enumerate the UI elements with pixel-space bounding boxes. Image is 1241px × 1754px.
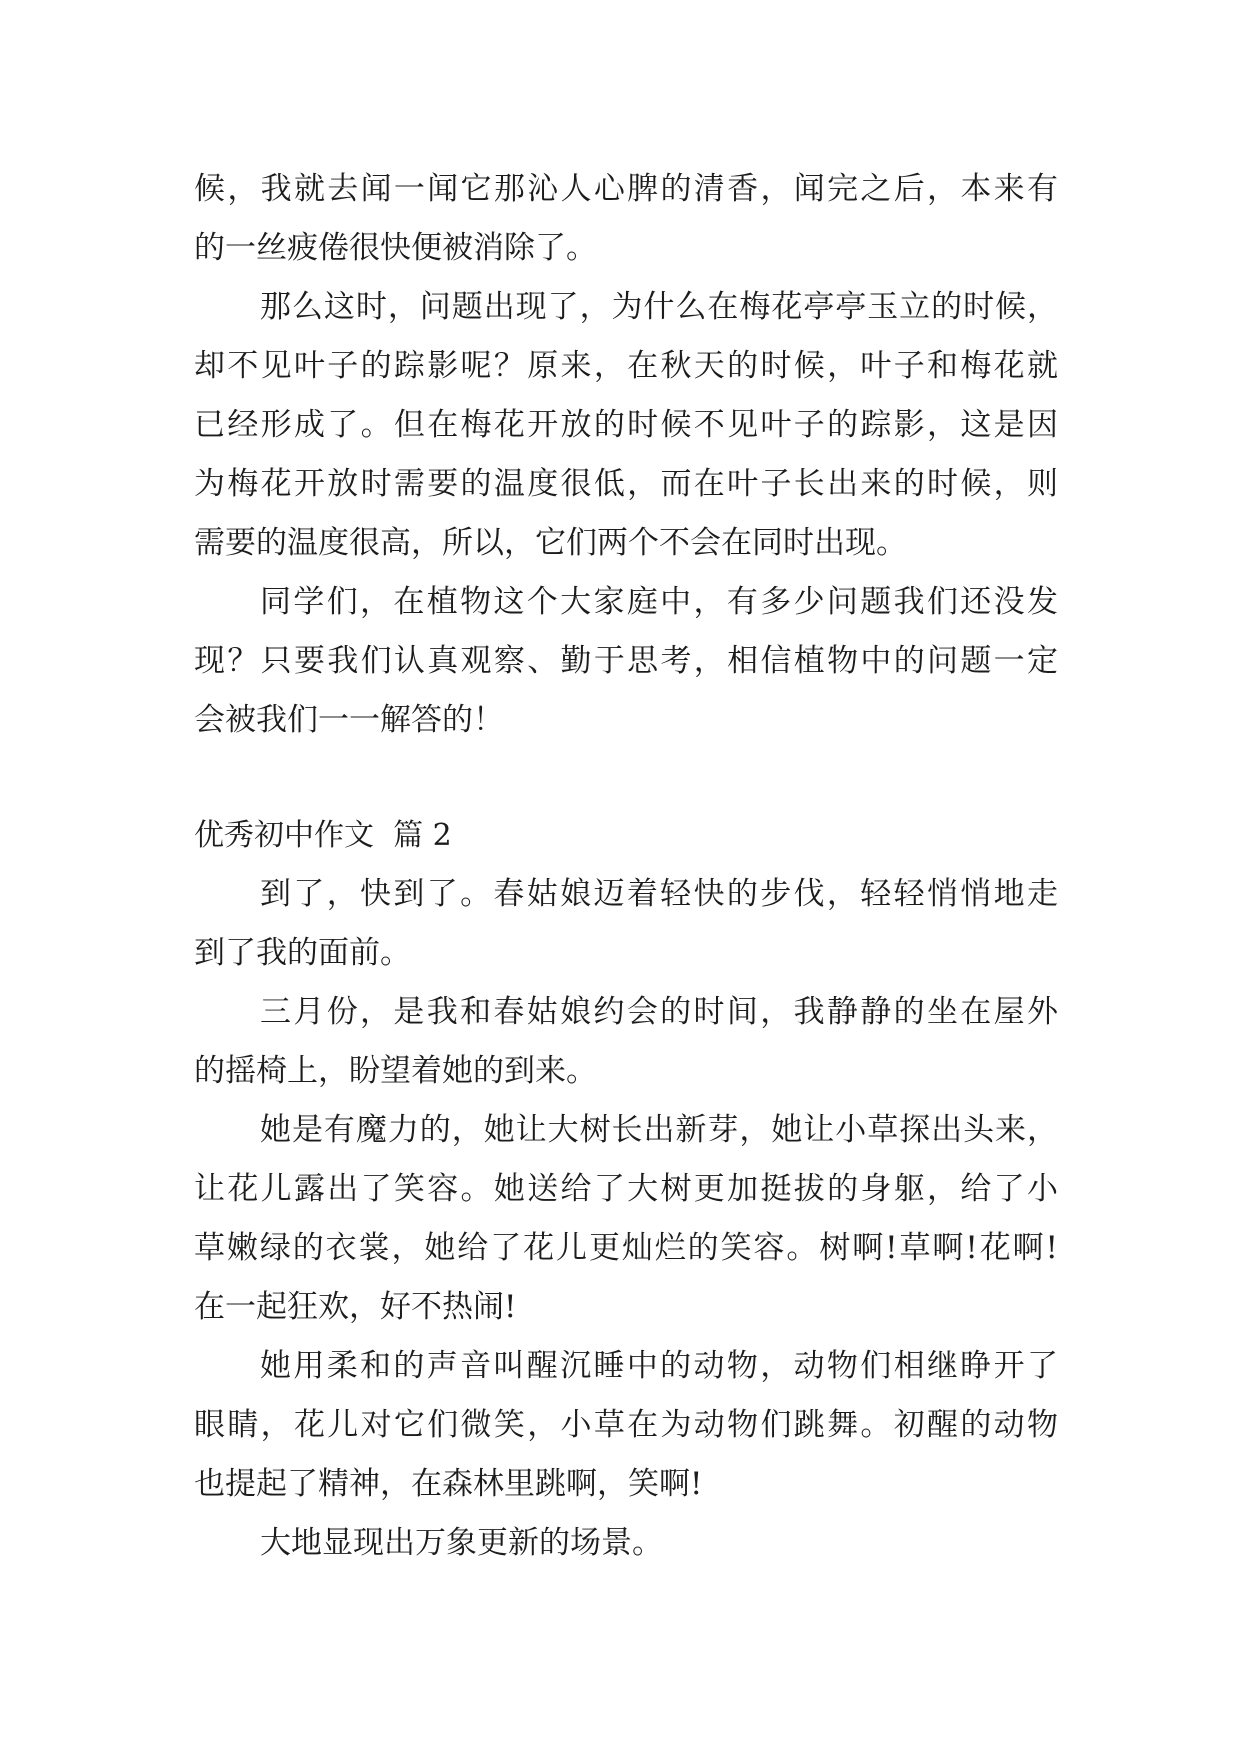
text-line: 现？只要我们认真观察、勤于思考，相信植物中的问题一定 [194,643,1058,679]
text-line: 她用柔和的声音叫醒沉睡中的动物，动物们相继睁开了 [260,1348,1058,1384]
text-line: 也提起了精神，在森林里跳啊，笑啊! [194,1466,703,1502]
text-line: 大地显现出万象更新的场景。 [260,1525,663,1561]
document-body [194,160,1058,1573]
text-line: 却不见叶子的踪影呢？原来，在秋天的时候，叶子和梅花就 [194,348,1058,384]
paragraph [194,573,1058,750]
text-line: 让花儿露出了笑容。她送给了大树更加挺拔的身躯，给了小 [194,1171,1058,1207]
text-line: 到了我的面前。 [194,935,411,971]
text-line: 的摇椅上，盼望着她的到来。 [194,1053,597,1089]
text-line: 草嫩绿的衣裳，她给了花儿更灿烂的笑容。树啊!草啊!花啊! [194,1230,1058,1266]
paragraph [194,865,1058,983]
paragraph [194,983,1058,1101]
paragraph [194,160,1058,278]
text-line: 那么这时，问题出现了，为什么在梅花亭亭玉立的时候， [260,289,1058,325]
text-line: 三月份，是我和春姑娘约会的时间，我静静的坐在屋外 [260,994,1058,1030]
text-line: 到了，快到了。春姑娘迈着轻快的步伐，轻轻悄悄地走 [260,876,1058,912]
paragraph [194,1101,1058,1337]
text-line: 她是有魔力的，她让大树长出新芽，她让小草探出头来， [260,1112,1058,1148]
text-line: 同学们，在植物这个大家庭中，有多少问题我们还没发 [260,584,1058,620]
text-line: 的一丝疲倦很快便被消除了。 [194,230,597,266]
text-line: 眼睛，花儿对它们微笑，小草在为动物们跳舞。初醒的动物 [194,1407,1058,1443]
text-line: 需要的温度很高，所以，它们两个不会在同时出现。 [194,525,907,561]
text-line: 已经形成了。但在梅花开放的时候不见叶子的踪影，这是因 [194,407,1058,443]
text-line: 在一起狂欢，好不热闹! [194,1289,517,1325]
text-line: 候，我就去闻一闻它那沁人心脾的清香，闻完之后，本来有 [194,171,1058,207]
paragraph [194,1337,1058,1514]
paragraph [194,1514,1058,1573]
paragraph [194,278,1058,573]
text-line: 为梅花开放时需要的温度很低，而在叶子长出来的时候，则 [194,466,1058,502]
section-heading: 优秀初中作文 篇 2 [194,818,452,853]
text-line: 会被我们一一解答的！ [194,702,504,738]
